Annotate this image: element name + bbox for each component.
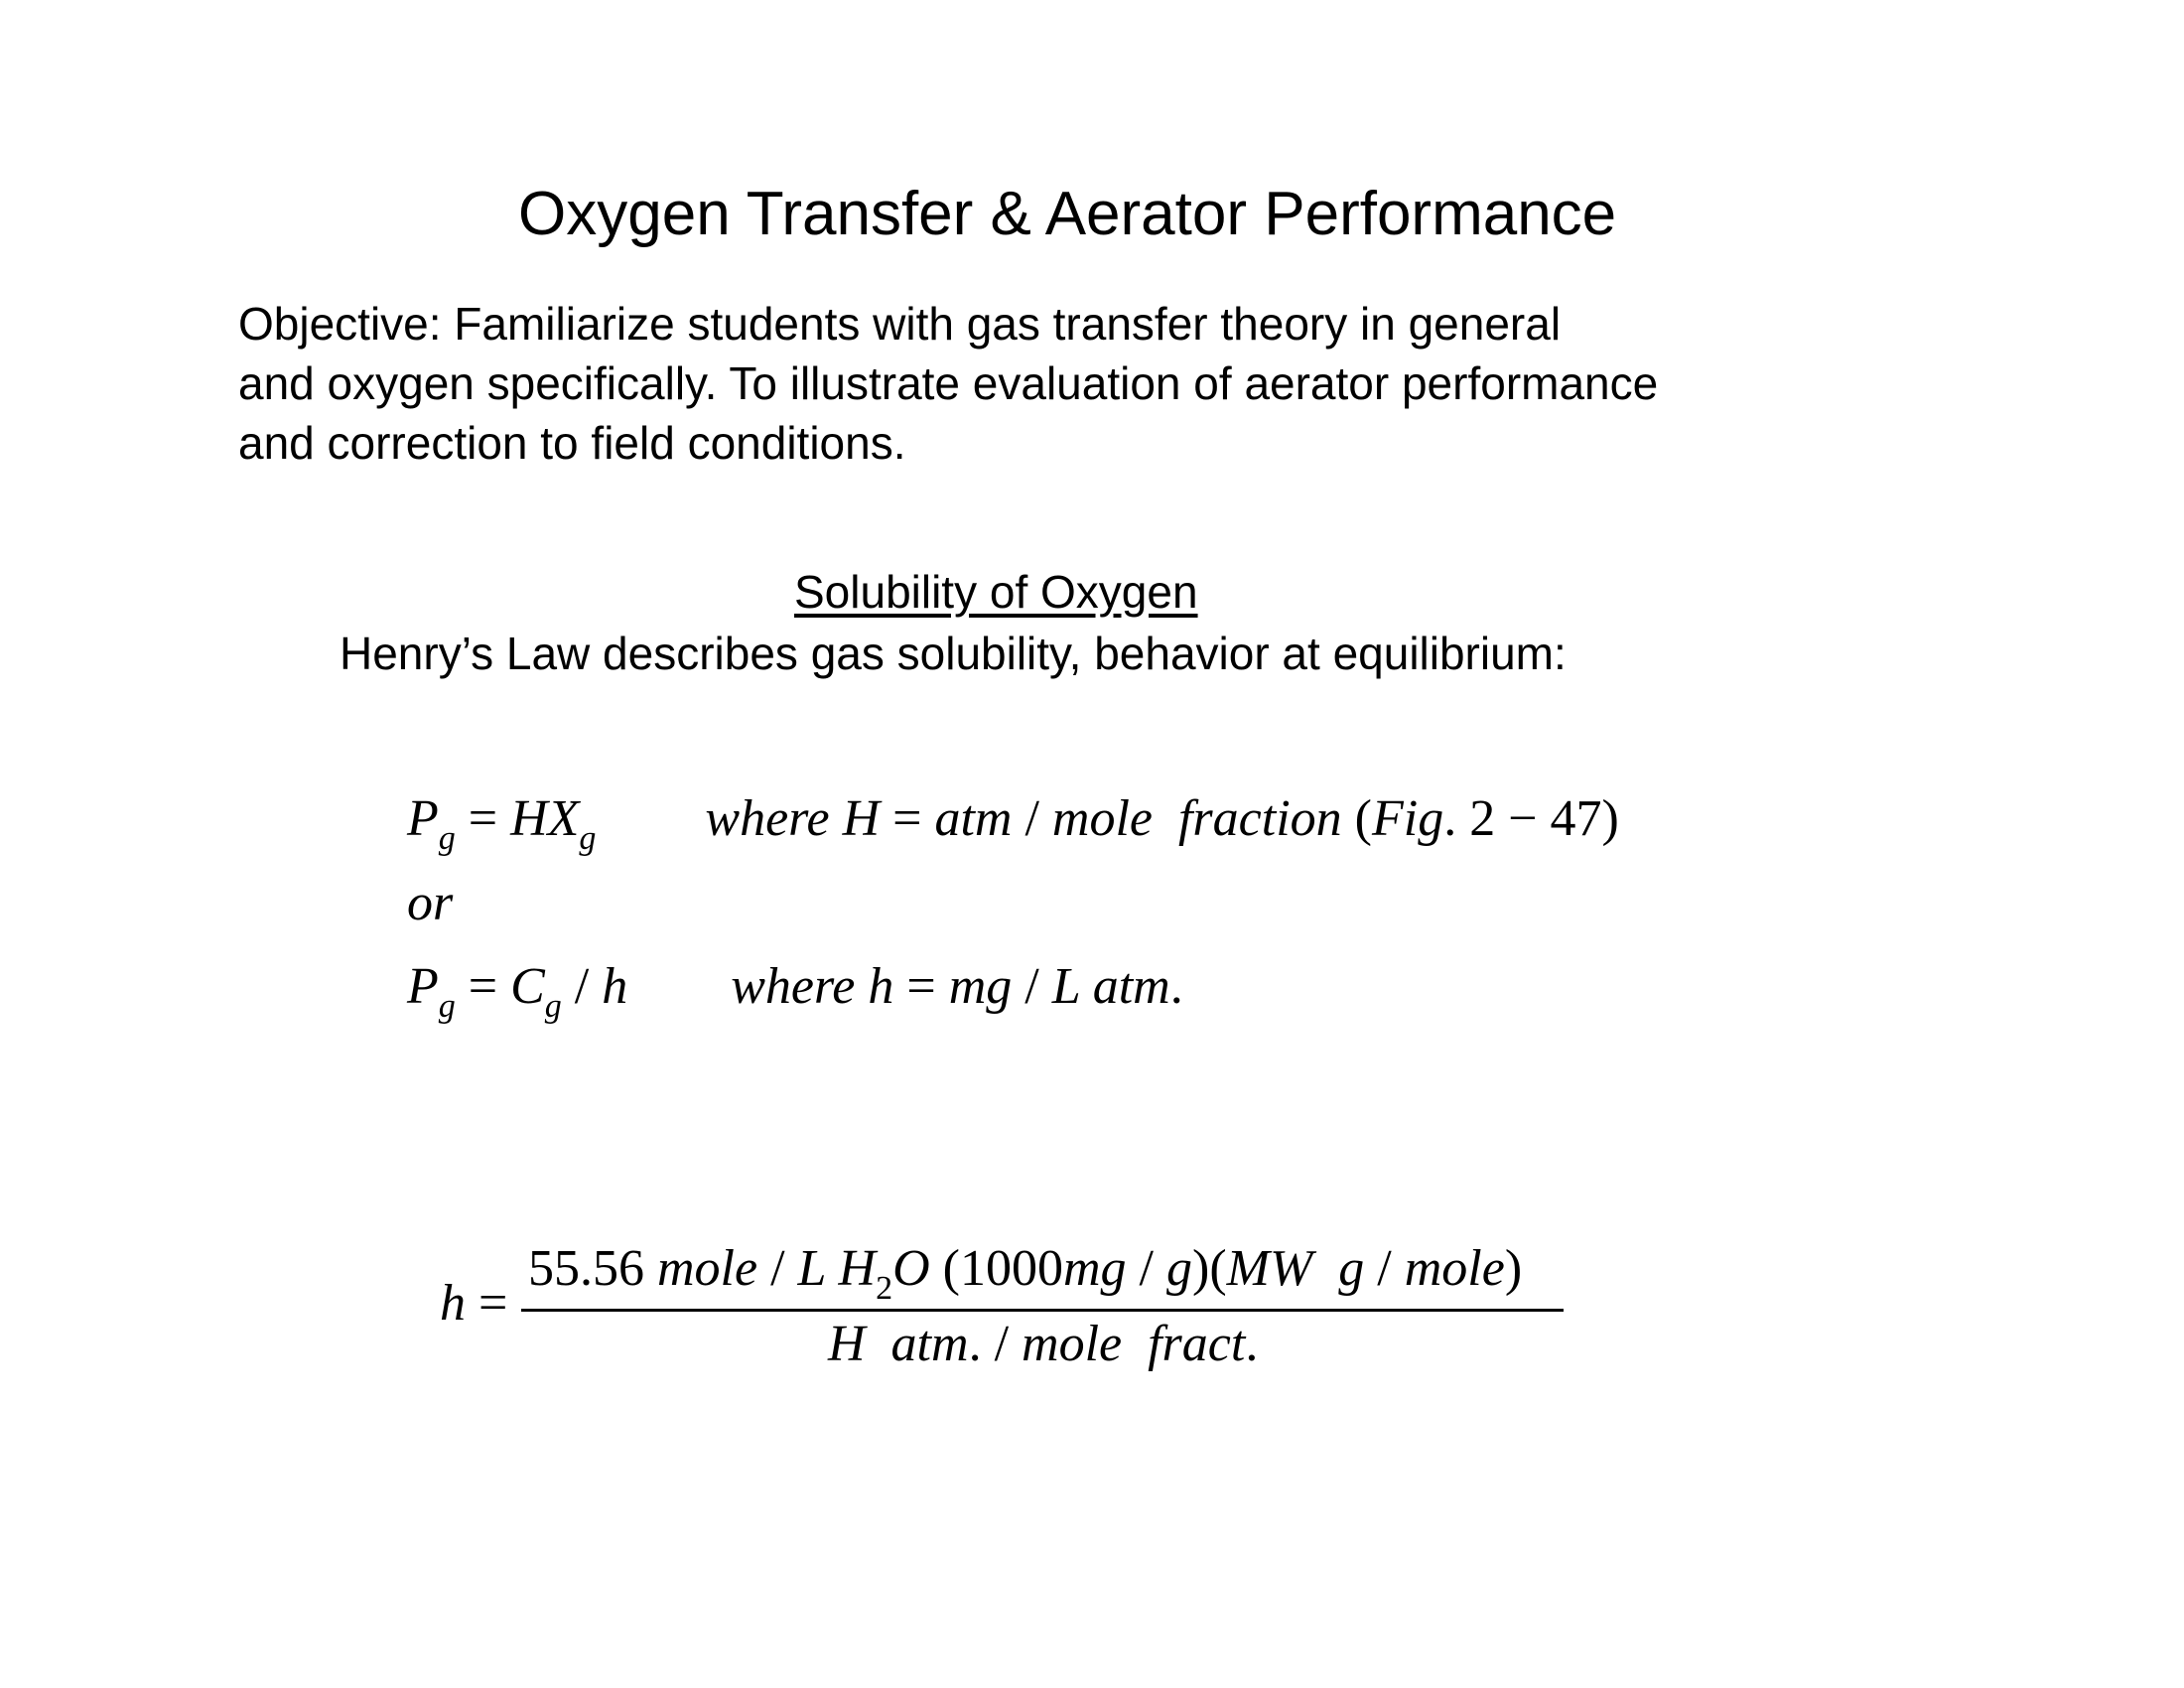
objective-line-3: and correction to field conditions.	[238, 417, 906, 469]
objective-line-1: Objective: Familiarize students with gas transfer theory in general	[238, 298, 1562, 350]
henry-equation-concentration: $P_g = C_g / h$ where h = mg / L atm.	[407, 958, 1183, 1025]
h-fraction-denominator: H atm. / mole fract.	[828, 1316, 1259, 1372]
henry-equation-mole-fraction: $P_g = HX_g$ where H = atm / mole fraction (Fig. 2 − 47)	[407, 790, 1619, 857]
henry-law-intro: Henry’s Law describes gas solubility, behavior at equilibrium:	[340, 628, 1567, 679]
page-title: Oxygen Transfer & Aerator Performance	[518, 180, 1617, 248]
section-heading: Solubility of Oxygen	[794, 566, 1198, 618]
h-fraction-numerator: 55.56 mole / L $H_2O$ (1000mg / g)(MW g / mole)	[528, 1240, 1523, 1307]
or-connector: or	[407, 875, 454, 931]
objective-line-2: and oxygen specifically. To illustrate evaluation of aerator performance	[238, 357, 1659, 409]
h-fraction-lhs: h =	[440, 1275, 508, 1332]
h-fraction-bar	[521, 1309, 1564, 1312]
